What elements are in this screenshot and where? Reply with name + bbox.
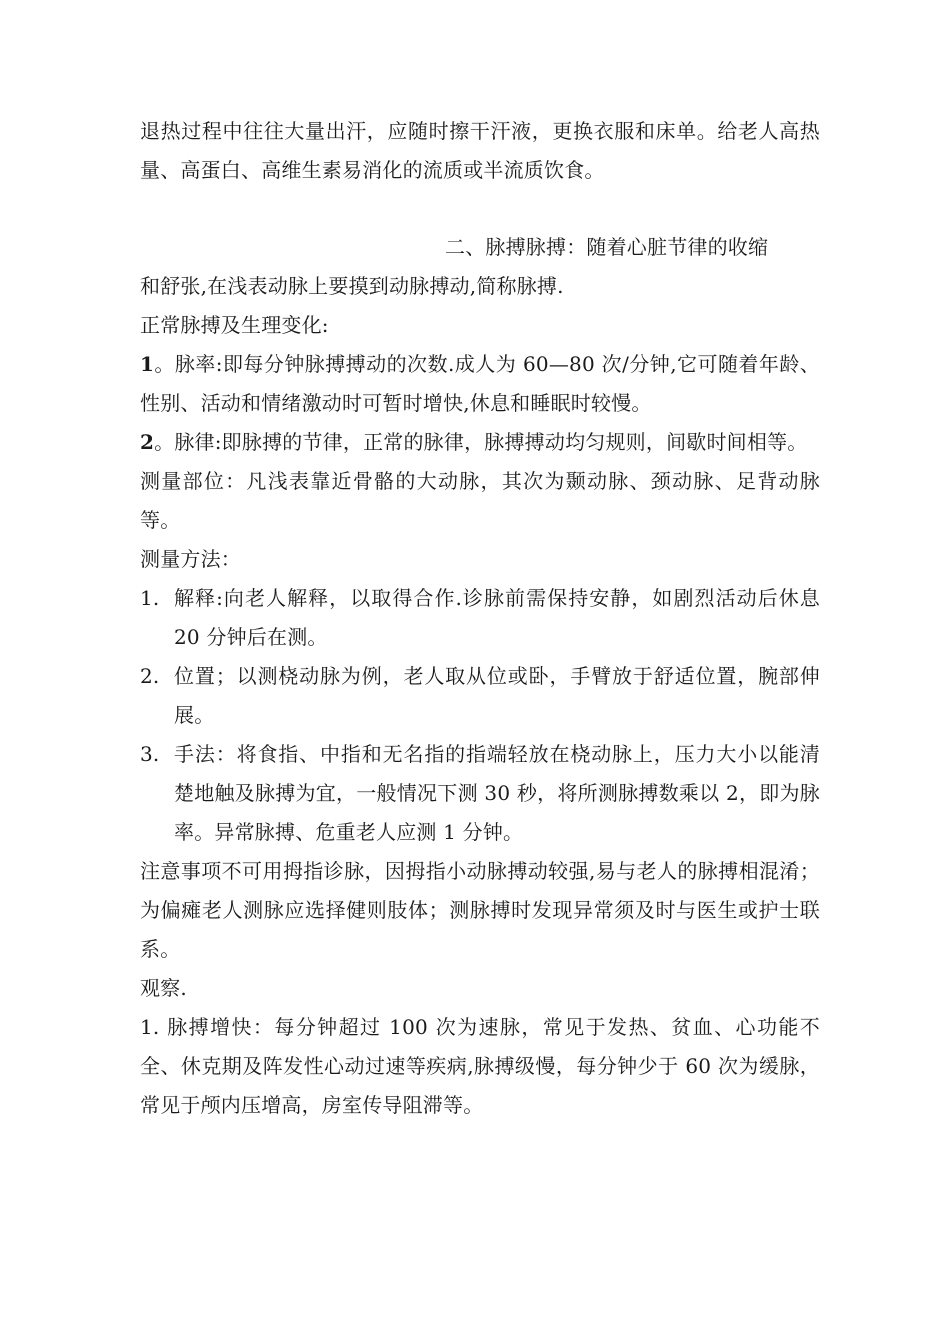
list-item [140, 735, 820, 852]
pulse-rhythm-number: 2 [140, 430, 155, 454]
list-marker: 3. [140, 742, 160, 766]
precautions-paragraph: 注意事项不可用拇指诊脉，因拇指小动脉搏动较强,易与老人的脉搏相混淆；为偏瘫老人测脉应选择健则肢体；测脉搏时发现异常须及时与医生或护士联系。 [140, 859, 820, 961]
list-item-text: 位置；以测桡动脉为例，老人取从位或卧，手臂放于舒适位置，腕部伸展。 [174, 664, 820, 727]
pulse-rhythm-text: 。脉律:即脉搏的节律，正常的脉律，脉搏搏动均匀规则，间歇时间相等。 [154, 430, 808, 454]
normal-pulse-title: 正常脉搏及生理变化: [140, 313, 329, 337]
list-marker: 2. [140, 664, 160, 688]
pulse-rate-text: 。脉率:即每分钟脉搏搏动的次数.成人为 60—80 次/分钟,它可随着年龄、性别、活动和情绪激动时可暂时增快,休息和睡眠时较慢。 [140, 352, 820, 415]
list-item-text: 手法：将食指、中指和无名指的指端轻放在桡动脉上，压力大小以能清楚地触及脉搏为宜，一般情况下测 30 秒，将所测脉搏数乘以 2，即为脉率。异常脉搏、危重老人应测 1 分钟。 [174, 742, 820, 844]
measurement-site-paragraph: 测量部位：凡浅表靠近骨骼的大动脉，其次为颞动脉、颈动脉、足背动脉等。 [140, 469, 820, 532]
paragraph-gap [140, 190, 820, 228]
observation-item-1: 1. 脉搏增快：每分钟超过 100 次为速脉，常见于发热、贫血、心功能不全、休克期及阵发性心动过速等疾病,脉搏级慢，每分钟少于 60 次为缓脉，常见于颅内压增高，房室传导阻滞等。 [140, 1015, 820, 1117]
measurement-method-title: 测量方法： [140, 547, 241, 571]
section-heading-pulse: 二、脉搏脉搏：随着心脏节律的收缩 [445, 235, 769, 259]
pulse-rhythm-paragraph [140, 423, 820, 462]
list-item [140, 657, 820, 735]
list-item-text: 解释:向老人解释，以取得合作.诊脉前需保持安静，如剧烈活动后休息 20 分钟后在测。 [174, 586, 820, 649]
document-body [140, 112, 820, 1125]
paragraph-fever-care: 退热过程中往往大量出汗，应随时擦干汗液，更换衣服和床单。给老人高热量、高蛋白、高维生素易消化的流质或半流质饮食。 [140, 119, 820, 182]
observation-title: 观察. [140, 976, 187, 1000]
list-marker: 1. [140, 586, 160, 610]
section-heading-pulse-continued: 和舒张,在浅表动脉上要摸到动脉搏动,简称脉搏. [140, 274, 564, 298]
list-item [140, 579, 820, 657]
method-list [140, 579, 820, 852]
pulse-rate-number: 1 [140, 352, 155, 376]
pulse-rate-paragraph [140, 345, 820, 423]
